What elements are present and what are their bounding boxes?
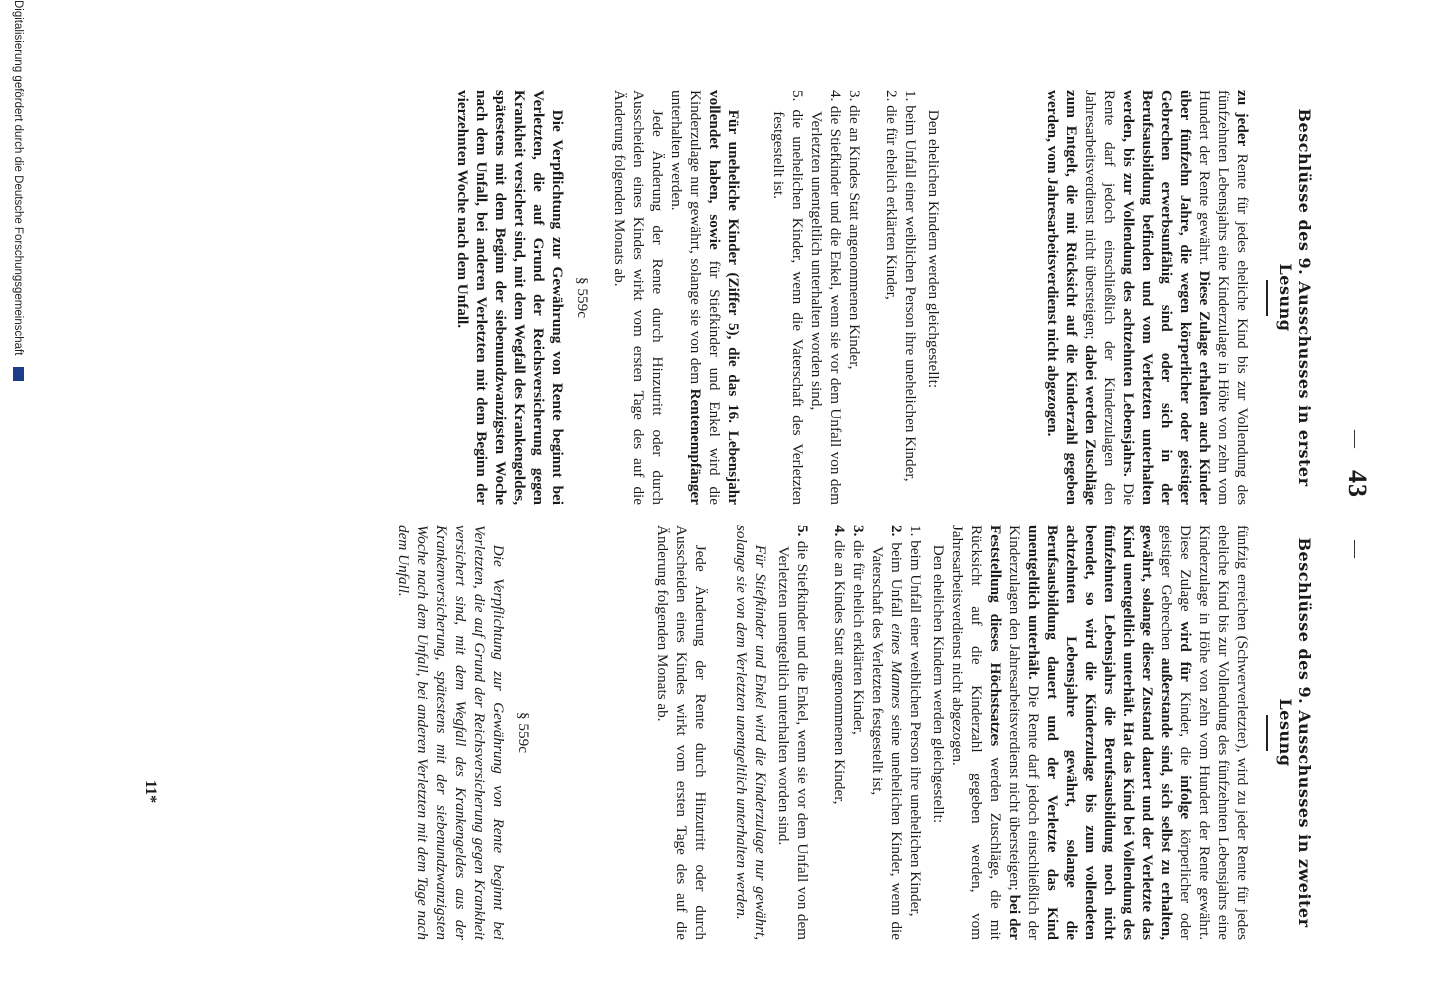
text: seine unehelichen Kinder, wenn die Vaterschaft des Verletzten festgestellt ist, [869, 546, 905, 941]
paragraph: Jede Änderung der Rente durch Hinzutritt oder durch Ausscheiden eines Kindes wirkt vom ersten Tage des auf die Änderung folgenden Monats ab. [611, 90, 666, 505]
section-heading: § 559c [574, 277, 591, 318]
text: die an Kindes Statt angenommenen Kinder, [831, 536, 848, 805]
text: für Stiefkinder und Enkel wird die Kinderzulage nur gewährt, solange sie von dem [687, 90, 723, 505]
list-item: 5. die unehelichen Kinder, wenn die Vaterschaft des Verletzten festgestellt ist. [770, 90, 806, 505]
list [769, 90, 920, 505]
text: werden Zuschläge, die mit Rücksicht auf die Kinderzahl gegeben werden, vom Jahresarbeitsverdienst nicht abgezogen. [949, 525, 1004, 940]
text: fünfzig erreichen (Schwerverletzter), wird zu jeder Rente für jedes eheliche Kind bis zur Vollendung des fünfzehnten Lebensjahrs eine Kinderzulage in Höhe von zehn vom Hundert der Rente gewährt. Diese Zulage [1177, 525, 1251, 940]
paragraph [948, 525, 1252, 940]
column-heading: Beschlüsse des 9. Ausschusses in erster Lesung [1276, 108, 1314, 487]
list-number: 3. [850, 525, 867, 537]
italic-text: eines Mannes [888, 623, 905, 709]
list-item: 4. die Stiefkinder und die Enkel, wenn sie vor dem Unfall von dem Verletzten unentgeltlich unterhalten worden sind, [808, 90, 844, 505]
bold-text: außerstande sind, sich selbst zu erhalten, gewährt, solange dieser Zustand dauert und der Verletzte das Kind unentgeltlich unterhält. Hat das Kind bei Vollendung des fünfzehnten Lebensjahrs die Berufsausbildung noch nicht beendet, so wird die Kinderzulage bis zum vollendeten achtzehnten Lebensjahre gewährt, solange die Berufsausbildung dauert und der Verletzte das Kind unentgeltlich unterhält. [1025, 525, 1175, 940]
section-heading: § 559c [515, 712, 532, 753]
text: körperlicher oder geistiger Gebrechen [1158, 525, 1194, 940]
page-header [1324, 20, 1384, 1000]
list-number: 2. [888, 525, 905, 537]
text: die Stiefkinder und die Enkel, wenn sie vor dem Unfall von dem Verletzten unentgeltlich unterhalten worden sind. [775, 536, 811, 940]
paragraph: Die Verpflichtung zur Gewährung von Rente beginnt bei Verletzten, die auf Grund der Reichsversicherung gegen Krankheit versichert sind, mit dem Wegfall des Krankengeldes, spätestens mit dem Beginn der siebenundzwanzigsten Woche nach dem Unfall, bei anderen Verletzten mit dem Beginn der vierzehnten Woche nach dem Unfall. [454, 90, 566, 505]
list-item: 3. die an Kindes Statt angenommenen Kinder, [846, 90, 863, 370]
text: Die Rente darf jedoch einschließlich der Kinderzulagen den Jahresarbeitsverdienst nicht übersteigen; [1082, 90, 1137, 505]
text: Rente für jedes eheliche Kind bis zur Vollendung des fünfzehnten Lebensjahrs eine Kinderzulage in Höhe von zehn vom Hundert der Rente gewährt. [1196, 90, 1251, 505]
paragraph: Für Stiefkinder und Enkel wird die Kinderzulage nur gewährt, solange sie von dem Verletzten unentgeltlich unterhalten werden. [733, 525, 769, 940]
paragraph [667, 90, 743, 505]
list-item [849, 525, 868, 940]
list-item [830, 525, 849, 940]
list-item: 1. beim Unfall einer weiblichen Person ihre unehelichen Kinder, [902, 90, 919, 482]
bold-text: dabei werden Zuschläge zum Entgelt, die mit Rücksicht auf die Kinderzahl gegeben werden, vom Jahresarbeitsverdienst nicht abgezogen. [1044, 90, 1099, 506]
list-item: 2. die für ehelich erklärten Kinder, [883, 90, 900, 300]
bold-text: Diese Zulage erhalten auch Kinder über fünfzehn Jahre, die wegen körperlicher oder geistiger Gebrechen erwerbsunfähig sind oder sich in der Berufsausbildung befinden und vom Verletzten unterhalten werden, bis zur Vollendung des achtzehnten Lebensjahrs. [1120, 90, 1213, 505]
divider [1266, 715, 1268, 751]
page [4, 20, 1384, 1000]
bold-text: Für uneheliche Kinder (Ziffer 5), die das 16. Lebensjahr vollendet haben, sowie [706, 90, 742, 505]
bold-text: Rentenempfänger [687, 388, 704, 505]
folio-number: 11* [142, 780, 159, 804]
page-number-dash: — [1346, 430, 1366, 448]
page-number-dash: — [1346, 540, 1366, 558]
text: beim Unfall [888, 536, 905, 624]
paragraph: Die Verpflichtung zur Gewährung von Rente beginnt bei Verletzten, die auf Grund der Reichsversicherung gegen Krankheit versichert sind, mit dem Wegfall des Krankengeldes aus der Krankenversicherung, spätestens mit der siebenundzwanzigsten Woche nach dem Unfall, bei anderen Verletzten mit dem Tage nach dem Unfall. [395, 525, 507, 940]
footer-text: Digitalisierung gefördert durch die Deutsche Forschungsgemeinschaft [12, 0, 24, 356]
list-item [868, 525, 906, 940]
text: die für ehelich erklärten Kinder, [850, 536, 867, 735]
divider [1266, 280, 1268, 316]
bold-text: bei der Feststellung dieses Höchstsatzes [987, 525, 1023, 940]
bold-text: wird für [1177, 621, 1194, 682]
list-item [774, 525, 812, 940]
bold-text: infolge [1177, 775, 1194, 820]
paragraph [1043, 90, 1252, 505]
page-number: 43 [1343, 470, 1372, 498]
text: unterhalten werden. [668, 90, 685, 211]
digitization-footer [12, 0, 24, 1000]
list-item: 1. beim Unfall einer weiblichen Person ihre unehelichen Kinder, [907, 525, 924, 917]
text: Kinder, die [1177, 681, 1194, 776]
paragraph: Den ehelichen Kindern werden gleichgestellt: [930, 544, 947, 824]
paragraph: Jede Änderung der Rente durch Hinzutritt oder durch Ausscheiden eines Kindes wirkt vom ersten Tage des auf die Änderung folgenden Monats ab. [654, 525, 709, 940]
list [774, 525, 925, 940]
paragraph: Den ehelichen Kindern werden gleichgestellt: [925, 109, 942, 389]
column-second-reading [394, 525, 1314, 940]
bold-text: zu jeder [1234, 90, 1251, 147]
dfg-logo-icon [13, 367, 24, 381]
column-first-reading [453, 90, 1314, 505]
text: Die Rente darf jedoch einschließlich der Kinderzulagen den Jahresarbeitsverdienst nicht übersteigen; [1006, 525, 1042, 940]
column-heading: Beschlüsse des 9. Ausschusses in zweiter Lesung [1276, 537, 1314, 928]
list-number: 4. [831, 525, 848, 537]
list-number: 5. [794, 525, 811, 537]
